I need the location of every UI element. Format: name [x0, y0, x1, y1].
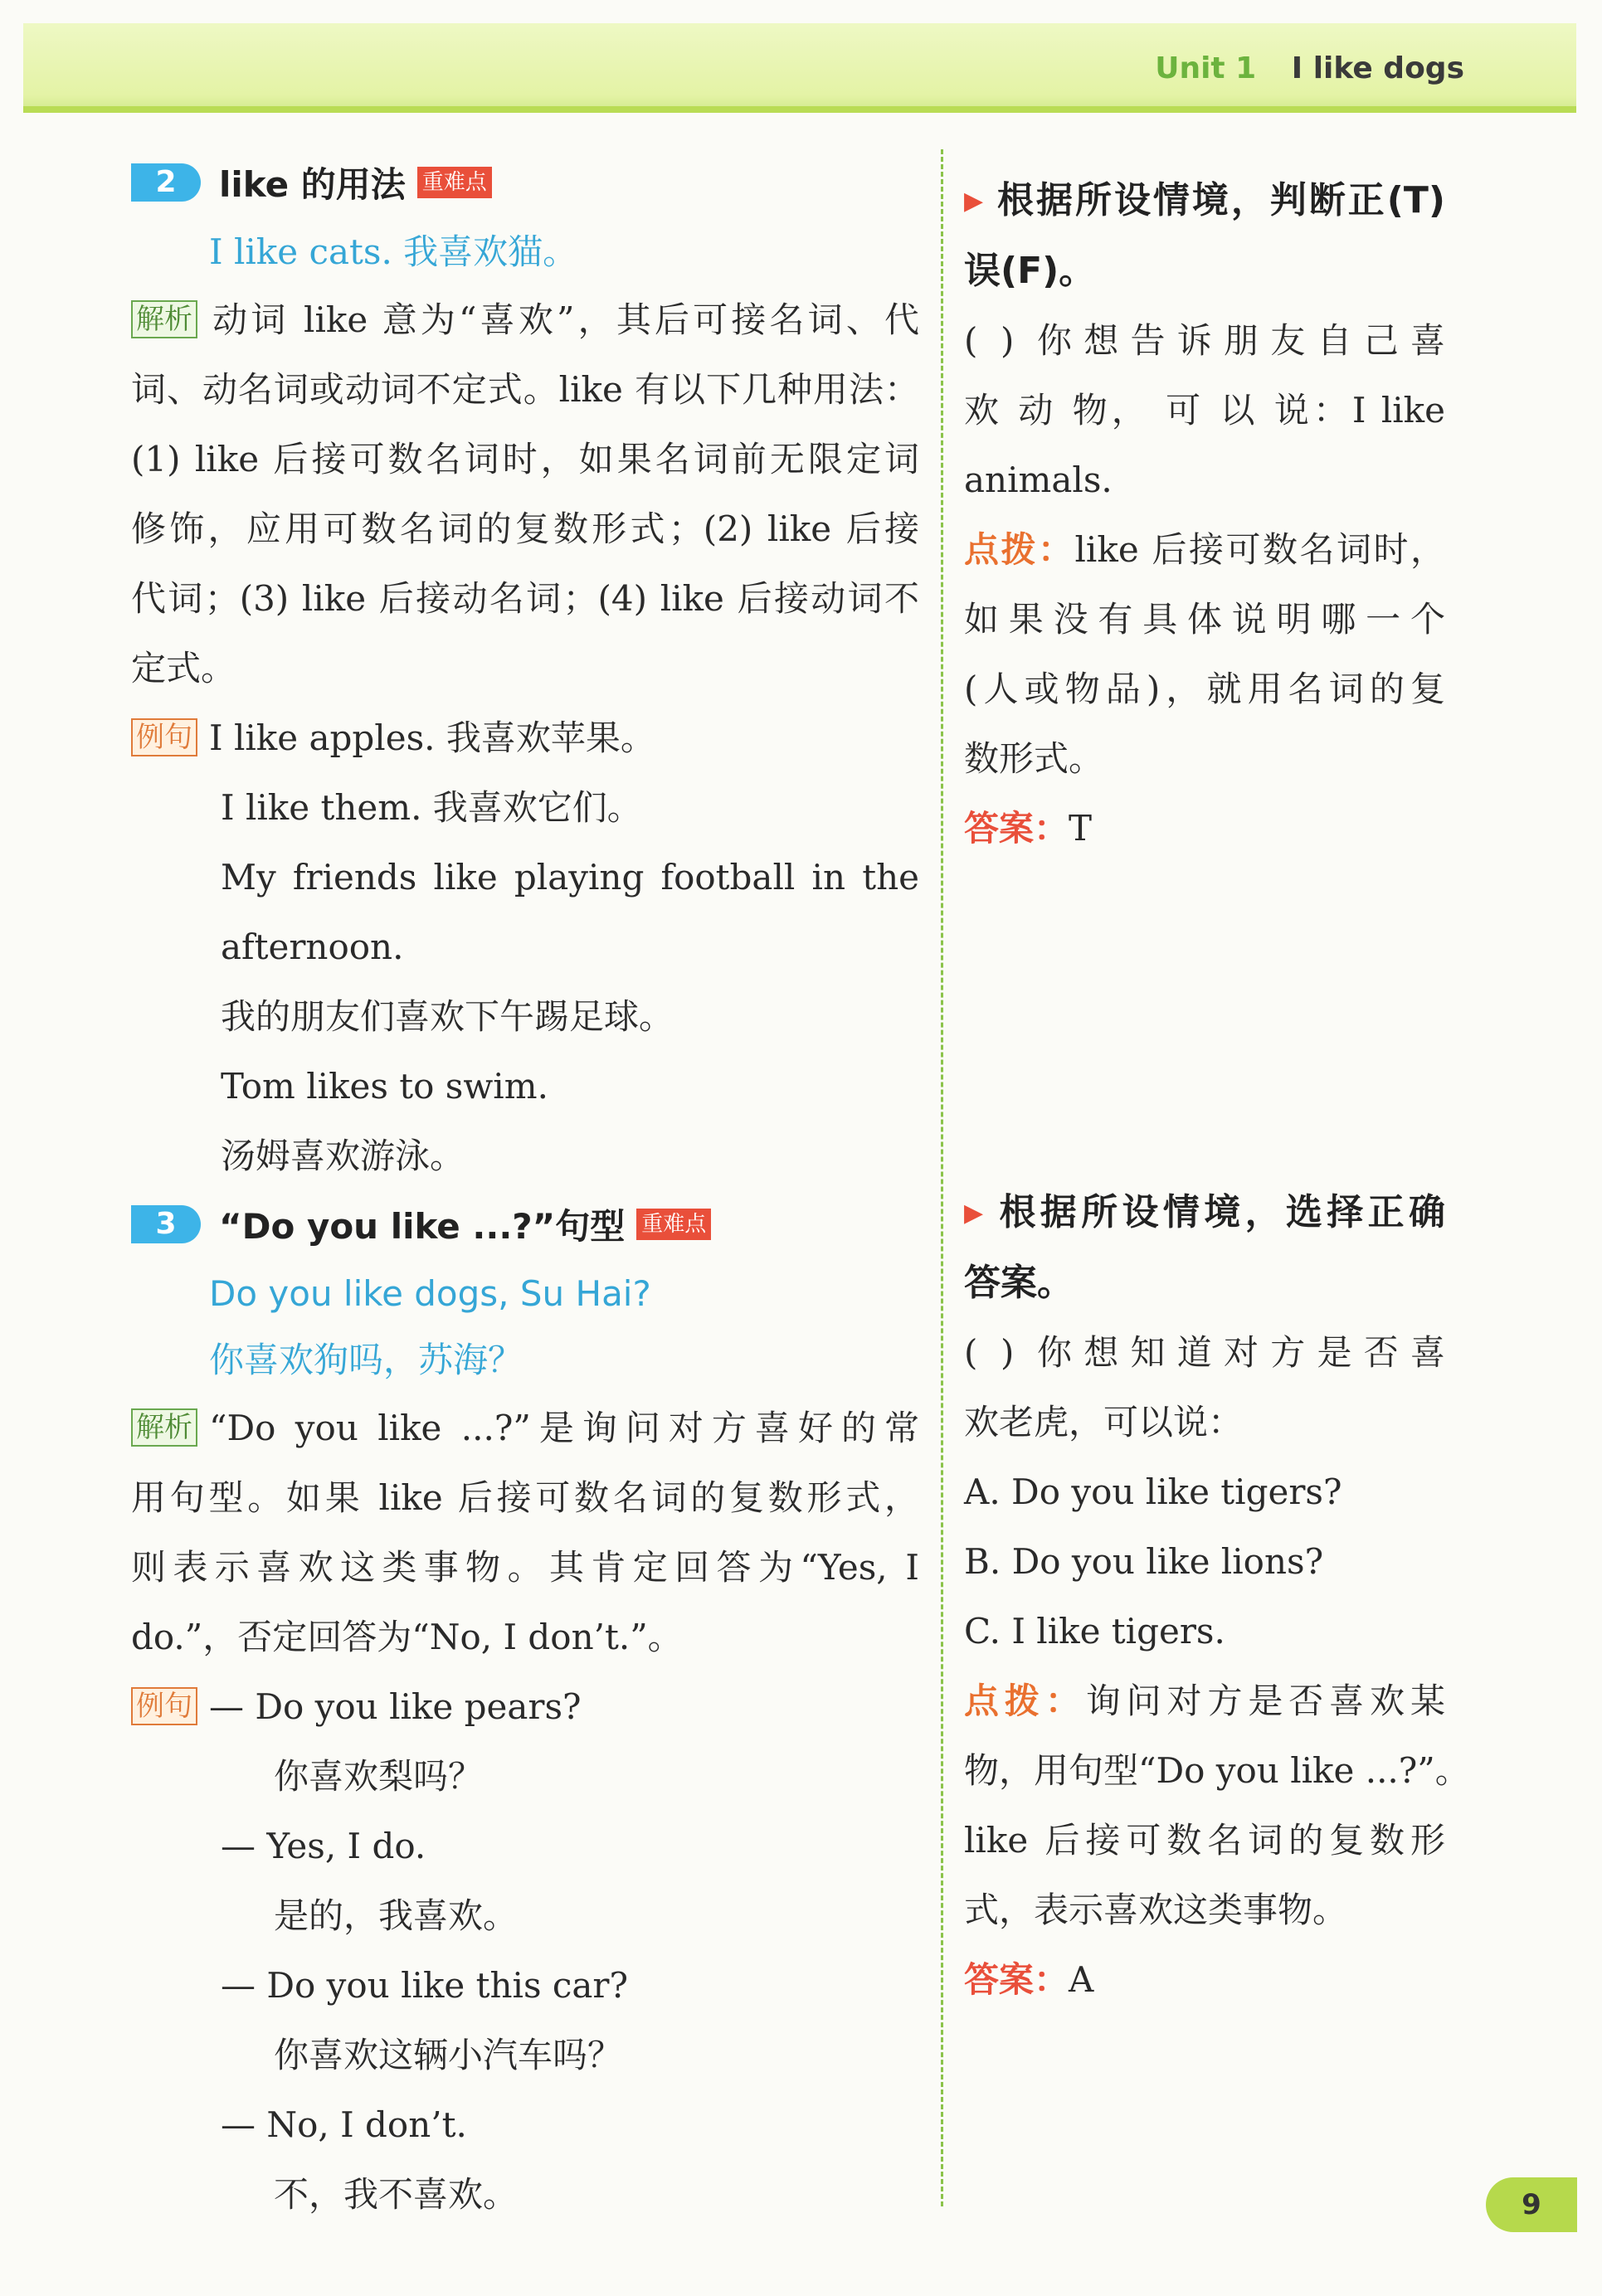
page-number: 9: [1486, 2177, 1577, 2232]
hint-line: 点拨：询问对方是否喜欢某: [964, 1681, 1445, 1721]
analysis-line: 词、动名词或动词不定式。like 有以下几种用法：: [131, 369, 919, 410]
left-column: [131, 149, 919, 2230]
dialog-line: 你喜欢这辆小汽车吗？: [274, 2035, 623, 2075]
answer-line: [964, 1945, 1445, 2015]
analysis-line: 解析 “Do you like ...?”是询问对方喜好的常: [131, 1394, 919, 1463]
answer-label: 答案：: [964, 808, 1069, 849]
answer-value: T: [1069, 808, 1093, 849]
section2-example: I like cats. 我喜欢猫。: [209, 231, 578, 272]
hint-line: 数形式。: [964, 738, 1104, 779]
example-tag: 例句: [131, 718, 197, 756]
option-b: B. Do you like lions?: [964, 1541, 1324, 1582]
analysis-line: do.”，否定回答为“No, I don’t.”。: [131, 1617, 683, 1657]
hint-line: (人或物品)，就用名词的复: [964, 669, 1445, 709]
analysis-line: 解析 动词 like 意为“喜欢”，其后可接名词、代: [131, 285, 919, 355]
example-line: 例句 I like apples. 我喜欢苹果。: [131, 703, 919, 773]
section3-example-en: Do you like dogs, Su Hai?: [209, 1273, 651, 1314]
example-line: My friends like playing football in the: [221, 857, 919, 897]
analysis-line: 则表示喜欢这类事物。其肯定回答为“Yes, I: [131, 1547, 919, 1588]
analysis-tag: 解析: [131, 1408, 197, 1447]
section-title: like 的用法: [219, 164, 406, 205]
difficulty-tag: 重难点: [636, 1209, 711, 1240]
answer-label: 答案：: [964, 1959, 1069, 2000]
section-title: “Do you like ...?”句型: [219, 1206, 626, 1247]
hint-line: 点拨：like 后接可数名词时，: [964, 529, 1445, 570]
section3-heading: [131, 1191, 919, 1257]
section-number-badge: 3: [131, 1205, 201, 1243]
example-line: 我的朋友们喜欢下午踢足球。: [221, 996, 674, 1037]
analysis-line: (1) like 后接可数名词时，如果名词前无限定词: [131, 439, 919, 479]
unit-title: I like dogs: [1291, 51, 1464, 85]
dialog-line: 你喜欢梨吗？: [274, 1756, 484, 1797]
exercise1: [964, 166, 1445, 863]
example-line: I like them. 我喜欢它们。: [221, 787, 642, 828]
example-line: Tom likes to swim.: [221, 1066, 548, 1107]
section3-example-cn: 你喜欢狗吗，苏海？: [209, 1340, 523, 1380]
difficulty-tag: 重难点: [417, 167, 492, 198]
question-line: 欢老虎，可以说：: [964, 1402, 1244, 1442]
option-c: C. I like tigers.: [964, 1611, 1225, 1651]
section-number-badge: 2: [131, 163, 201, 202]
example-tag: 例句: [131, 1687, 197, 1725]
question-line: animals.: [964, 460, 1113, 500]
answer-line: [964, 794, 1445, 863]
triangle-arrow-icon: ▶: [964, 187, 986, 216]
analysis-line: 修饰，应用可数名词的复数形式；(2) like 后接: [131, 508, 919, 549]
option-a: A. Do you like tigers?: [964, 1471, 1342, 1512]
dialog-line: — No, I don’t.: [221, 2104, 467, 2145]
hint-line: 物，用句型“Do you like ...?”。: [964, 1750, 1470, 1791]
hint-label: 点拨：: [964, 1681, 1086, 1721]
dialog-line: 是的，我喜欢。: [274, 1895, 519, 1936]
unit-label: Unit 1: [1155, 51, 1257, 85]
dialog-line: 不，我不喜欢。: [274, 2174, 519, 2215]
exercise-heading: 答案。: [964, 1262, 1074, 1304]
dialog-line: — Yes, I do.: [221, 1826, 426, 1866]
question-line: 欢 动 物， 可 以 说：I like: [964, 390, 1445, 430]
analysis-line: 代词；(3) like 后接动名词；(4) like 后接动词不: [131, 578, 919, 619]
page-header: [1155, 51, 1464, 85]
exercise-heading: ▶ 根据所设情境，选择正确: [964, 1191, 1446, 1233]
section2-heading: [131, 149, 919, 216]
hint-label: 点拨：: [964, 529, 1075, 570]
question-line: ( ) 你想告诉朋友自己喜: [964, 320, 1445, 361]
example-line: afternoon.: [221, 927, 404, 967]
hint-line: 如果没有具体说明哪一个: [964, 599, 1445, 640]
example-line: 汤姆喜欢游泳。: [221, 1136, 465, 1176]
triangle-arrow-icon: ▶: [964, 1199, 988, 1228]
analysis-tag: 解析: [131, 300, 197, 338]
dialog-line: — Do you like this car?: [221, 1965, 629, 2006]
column-divider: [941, 149, 943, 2206]
analysis-line: 用句型。如果 like 后接可数名词的复数形式，: [131, 1477, 919, 1518]
hint-line: like 后接可数名词的复数形: [964, 1820, 1445, 1861]
hint-line: 式，表示喜欢这类事物。: [964, 1890, 1348, 1930]
exercise2: [964, 1178, 1470, 2015]
analysis-line: 定式。: [131, 648, 236, 688]
answer-value: A: [1069, 1959, 1094, 2000]
right-column: [964, 166, 1470, 2000]
exercise-heading: ▶ 根据所设情境，判断正(T): [964, 179, 1445, 221]
dialog-line: 例句 — Do you like pears?: [131, 1672, 919, 1742]
question-line: ( ) 你想知道对方是否喜: [964, 1332, 1445, 1373]
exercise-heading: 误(F)。: [964, 250, 1096, 292]
